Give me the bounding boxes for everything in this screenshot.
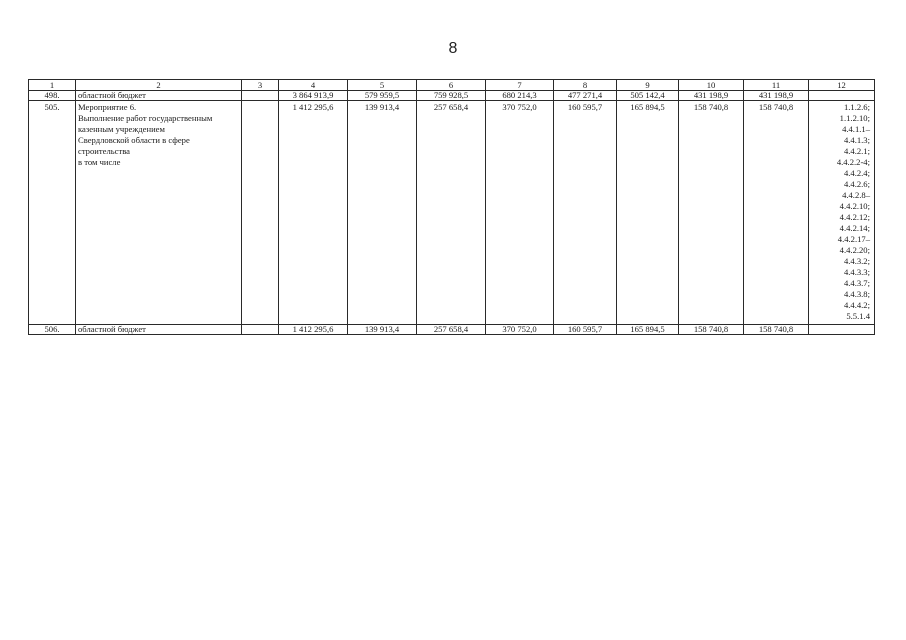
row-number: 505. [29, 101, 76, 325]
row-codes [809, 325, 875, 335]
budget-table [28, 79, 875, 335]
value-cell: 160 595,7 [554, 101, 617, 325]
value-cell: 431 198,9 [679, 91, 744, 101]
value-cell: 165 894,5 [617, 325, 679, 335]
value-cell: 370 752,0 [486, 101, 554, 325]
code-line: 4.4.2.1; [843, 146, 870, 156]
row-description [76, 101, 242, 325]
value-cell: 139 913,4 [348, 101, 417, 325]
value-cell: 579 959,5 [348, 91, 417, 101]
code-line: 4.4.2.20; [839, 245, 870, 255]
code-line: 4.4.2.6; [843, 179, 870, 189]
row-col3 [242, 325, 279, 335]
table-row [29, 91, 875, 101]
header-cell: 2 [76, 80, 242, 91]
row-col3 [242, 91, 279, 101]
code-line: 4.4.3.3; [843, 267, 870, 277]
header-cell: 9 [617, 80, 679, 91]
row-description: областной бюджет [76, 91, 242, 101]
header-cell: 7 [486, 80, 554, 91]
page-number: 8 [448, 40, 458, 57]
value-cell: 158 740,8 [679, 325, 744, 335]
code-line: 4.4.2.8– [842, 190, 870, 200]
description-line: строительства [78, 146, 130, 156]
code-line: 4.4.2.17– [837, 234, 870, 244]
row-codes [809, 101, 875, 325]
code-line: 4.4.2.2-4; [836, 157, 870, 167]
description-line: Свердловской области в сфере [78, 135, 190, 145]
code-line: 1.1.2.6; [843, 102, 870, 112]
description-line: Мероприятие 6. [78, 102, 137, 112]
header-cell: 3 [242, 80, 279, 91]
code-line: 4.4.2.12; [839, 212, 870, 222]
code-line: 5.5.1.4 [846, 311, 870, 321]
value-cell: 680 214,3 [486, 91, 554, 101]
header-cell: 1 [29, 80, 76, 91]
value-cell: 165 894,5 [617, 101, 679, 325]
table-row [29, 325, 875, 335]
code-line: 1.1.2.10; [839, 113, 870, 123]
code-line: 4.4.1.3; [843, 135, 870, 145]
value-cell: 158 740,8 [744, 325, 809, 335]
value-cell: 160 595,7 [554, 325, 617, 335]
code-line: 4.4.4.2; [843, 300, 870, 310]
code-line: 4.4.2.14; [839, 223, 870, 233]
code-line: 4.4.3.8; [843, 289, 870, 299]
value-cell: 759 928,5 [417, 91, 486, 101]
code-line: 4.4.3.7; [843, 278, 870, 288]
code-line: 4.4.1.1– [842, 124, 870, 134]
value-cell: 139 913,4 [348, 325, 417, 335]
code-line: 4.4.2.10; [839, 201, 870, 211]
value-cell: 3 864 913,9 [279, 91, 348, 101]
header-cell: 11 [744, 80, 809, 91]
value-cell: 257 658,4 [417, 101, 486, 325]
description-line: в том числе [78, 157, 121, 167]
row-description: областной бюджет [76, 325, 242, 335]
value-cell: 370 752,0 [486, 325, 554, 335]
header-cell: 5 [348, 80, 417, 91]
description-line: казенным учреждением [78, 124, 165, 134]
value-cell: 477 271,4 [554, 91, 617, 101]
header-cell: 10 [679, 80, 744, 91]
header-cell: 6 [417, 80, 486, 91]
value-cell: 158 740,8 [679, 101, 744, 325]
row-number: 506. [29, 325, 76, 335]
header-cell: 4 [279, 80, 348, 91]
value-cell: 158 740,8 [744, 101, 809, 325]
value-cell: 431 198,9 [744, 91, 809, 101]
value-cell: 257 658,4 [417, 325, 486, 335]
description-line: Выполнение работ государственным [78, 113, 213, 123]
row-col3 [242, 101, 279, 325]
table-body [29, 80, 875, 335]
value-cell: 1 412 295,6 [279, 325, 348, 335]
header-cell: 8 [554, 80, 617, 91]
header-cell: 12 [809, 80, 875, 91]
code-line: 4.4.3.2; [843, 256, 870, 266]
table-row [29, 101, 875, 325]
row-codes [809, 91, 875, 101]
value-cell: 505 142,4 [617, 91, 679, 101]
header-row [29, 80, 875, 91]
value-cell: 1 412 295,6 [279, 101, 348, 325]
row-number: 498. [29, 91, 76, 101]
code-line: 4.4.2.4; [843, 168, 870, 178]
